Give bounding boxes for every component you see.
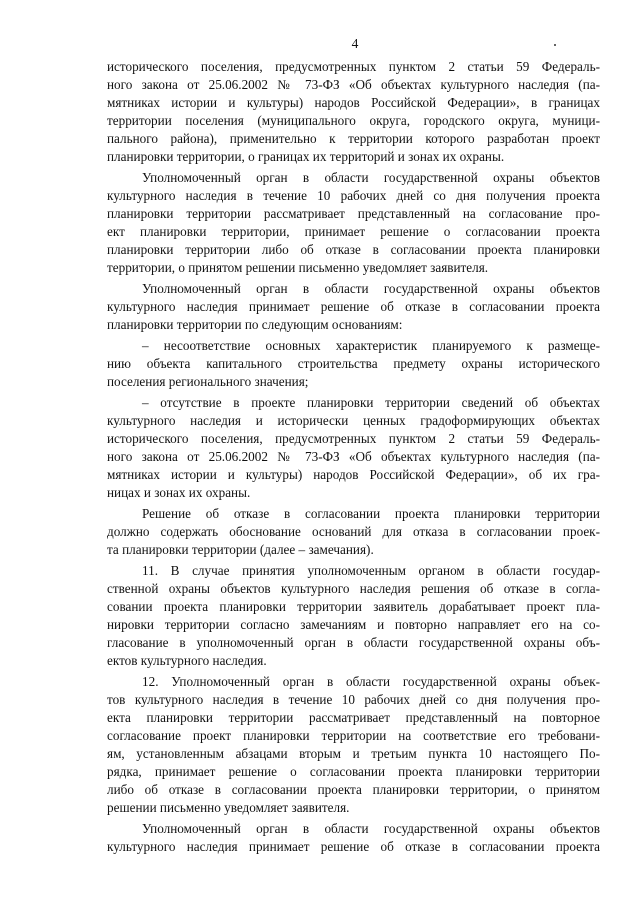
text-line: планировки территории по следующим основаниям: (107, 317, 403, 332)
scan-speck (554, 44, 556, 46)
text-line: либо об отказе в согласовании проекта планировки территории, о принятом (107, 782, 600, 797)
text-line: рядка, принимает решение о согласовании проекта планировки территории (107, 764, 600, 779)
text-line: ект планировки территории, принимает решение о согласовании проекта (107, 224, 600, 239)
text-line: 11. В случае принятия уполномоченным органом в области государ- (142, 563, 600, 578)
text-line: культурного наследия принимает решение об отказе в согласовании проекта (107, 299, 600, 314)
text-line: культурного наследия принимает решение об отказе в согласовании проекта (107, 839, 600, 854)
text-line: решении письменно уведомляет заявителя. (107, 800, 350, 815)
text-line: ного закона от 25.06.2002 № 73-ФЗ «Об объектах культурного наследия (па- (107, 449, 600, 464)
paragraph (107, 505, 600, 559)
text-line: тов культурного наследия в течение 10 рабочих дней со дня получения про- (107, 692, 600, 707)
text-line: гласование в уполномоченный орган в области государственной охраны объ- (107, 635, 600, 650)
paragraph (107, 673, 600, 817)
text-line: екта планировки территории рассматривает представленный на повторное (107, 710, 600, 725)
paragraph (107, 169, 600, 277)
text-line: исторического поселения, предусмотренных пунктом 2 статьи 59 Федераль- (107, 59, 600, 74)
text-line: ектов культурного наследия. (107, 653, 267, 668)
paragraph (107, 562, 600, 670)
text-line: территории поселения (муниципального округа, городского округа, муници- (107, 113, 600, 128)
text-line: нию объекта капитального строительства предмету охраны исторического (107, 356, 600, 371)
paragraph (107, 820, 600, 856)
text-line: Решение об отказе в согласовании проекта планировки территории (142, 506, 600, 521)
text-line: Уполномоченный орган в области государственной охраны объектов (142, 170, 600, 185)
paragraph (107, 394, 600, 502)
text-line: ницах и зонах их охраны. (107, 485, 251, 500)
text-line: культурного наследия в течение 10 рабочих дней со дня получения проекта (107, 188, 600, 203)
paragraph (107, 337, 600, 391)
text-line: Уполномоченный орган в области государственной охраны объектов (142, 281, 600, 296)
text-line: – несоответствие основных характеристик планируемого к размеще- (142, 338, 600, 353)
text-line: согласование проект планировки территории на соответствие его требовани- (107, 728, 600, 743)
text-line: пального района), применительно к территории которого разработан проект (107, 131, 600, 146)
text-line: ям, установленным абзацами вторым и третьим пункта 10 настоящего По- (107, 746, 600, 761)
text-line: нировки территории согласно замечаниям и повторно направляет его на со- (107, 617, 600, 632)
text-line: исторического поселения, предусмотренных пунктом 2 статьи 59 Федераль- (107, 431, 600, 446)
text-line: ного закона от 25.06.2002 № 73-ФЗ «Об объектах культурного наследия (па- (107, 77, 600, 92)
text-line: планировки территории рассматривает представленный на согласование про- (107, 206, 600, 221)
text-line: должно содержать обоснование оснований для отказа в согласовании проек- (107, 524, 600, 539)
text-line: мятниках истории и культуры) народов Российской Федерации», об их гра- (107, 467, 600, 482)
text-line: поселения регионального значения; (107, 374, 309, 389)
text-line: территории, о принятом решении письменно уведомляет заявителя. (107, 260, 489, 275)
text-line: совании проекта планировки территории заявитель дорабатывает проект пла- (107, 599, 600, 614)
paragraph (107, 58, 600, 166)
page-number: 4 (351, 36, 359, 51)
text-line: та планировки территории (далее – замечания). (107, 542, 374, 557)
text-line: планировки территории, о границах их территорий и зонах их охраны. (107, 149, 505, 164)
text-line: ственной охраны объектов культурного наследия решения об отказе в согла- (107, 581, 600, 596)
text-line: Уполномоченный орган в области государственной охраны объектов (142, 821, 600, 836)
text-line: мятниках истории и культуры) народов Российской Федерации», в границах (107, 95, 600, 110)
text-line: планировки территории либо об отказе в согласовании проекта планировки (107, 242, 600, 257)
text-line: культурного наследия и исторически ценных градоформирующих объектах (107, 413, 600, 428)
text-line: – отсутствие в проекте планировки территории сведений об объектах (142, 395, 600, 410)
text-line: 12. Уполномоченный орган в области государственной охраны объек- (142, 674, 600, 689)
paragraph (107, 280, 600, 334)
document-body (107, 58, 600, 859)
